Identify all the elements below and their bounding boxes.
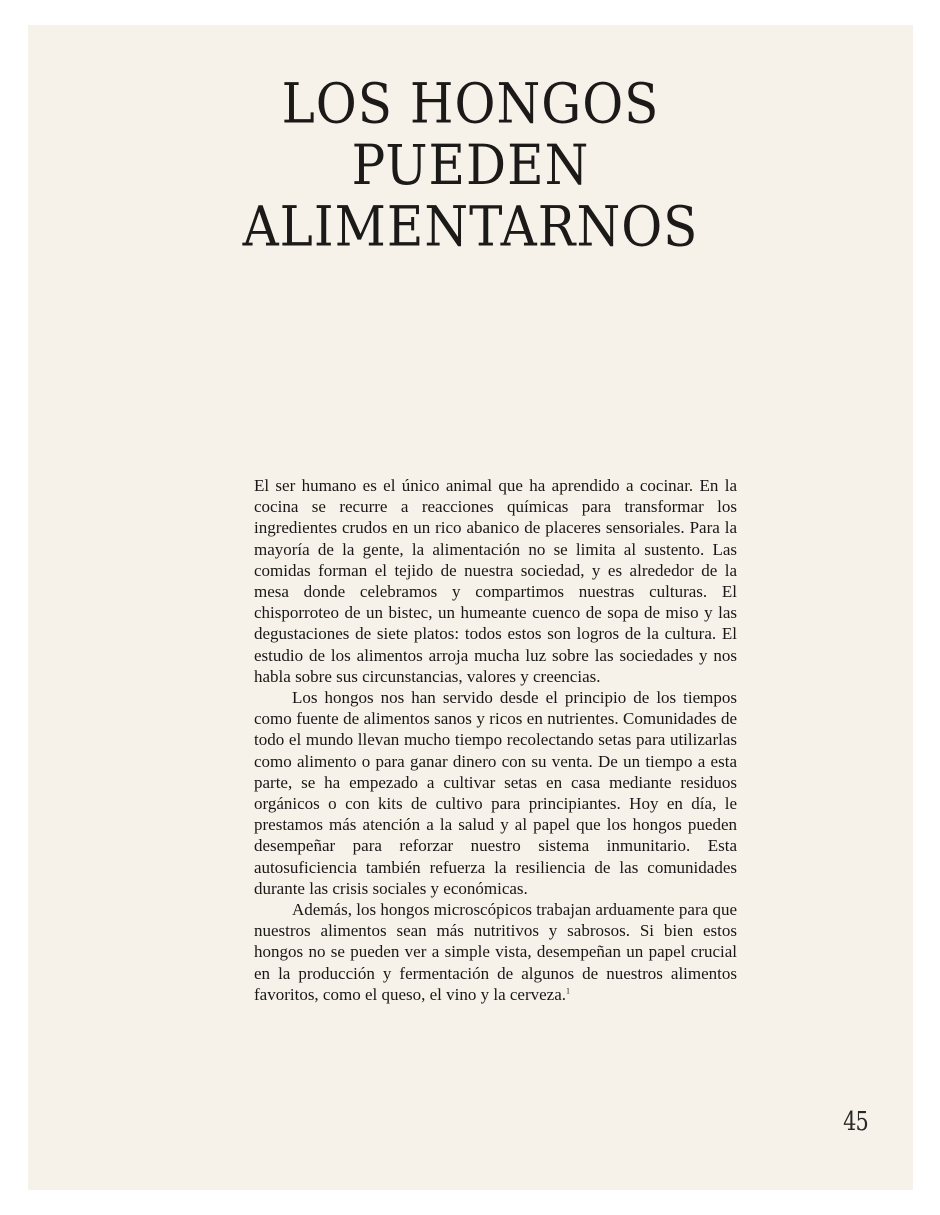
paragraph-3	[254, 899, 737, 1005]
footnote-marker: 1	[566, 986, 571, 996]
book-page	[28, 25, 913, 1190]
page-number: 45	[843, 1107, 868, 1137]
paragraph-1: El ser humano es el único animal que ha aprendido a cocinar. En la cocina se recurre a reacciones químicas para transformar los ingredientes crudos en un rico abanico de placeres sensoriales. Para la mayoría de la gente, la alimentación no se limita al sustento. Las comidas forman el tejido de nuestra sociedad, y es alrededor de la mesa donde celebramos y compartimos nuestras culturas. El chisporroteo de un bistec, un humeante cuenco de sopa de miso y las degustaciones de siete platos: todos estos son logros de la cultura. El estudio de los alimentos arroja mucha luz sobre las sociedades y nos habla sobre sus circunstancias, valores y creencias.	[254, 476, 737, 686]
title-line-3: ALIMENTARNOS	[242, 195, 699, 259]
body-text	[254, 475, 737, 1005]
title-line-2: PUEDEN	[351, 133, 590, 198]
title-line-1: LOS HONGOS	[281, 71, 660, 136]
chapter-title	[28, 73, 913, 258]
paragraph-3-text: Además, los hongos microscópicos trabajan arduamente para que nuestros alimentos sean más nutritivos y sabrosos. Si bien estos hongos no se pueden ver a simple vista, desempeñan un papel crucial en la producción y fermentación de algunos de nuestros alimentos favoritos, como el queso, el vino y la cerveza.	[254, 900, 737, 1004]
paragraph-2: Los hongos nos han servido desde el principio de los tiempos como fuente de alimentos sanos y ricos en nutrientes. Comunidades de todo el mundo llevan mucho tiempo recolectando setas para utilizarlas como alimento o para ganar dinero con su venta. De un tiempo a esta parte, se ha empezado a cultivar setas en casa mediante residuos orgánicos o con kits de cultivo para principiantes. Hoy en día, le prestamos más atención a la salud y al papel que los hongos pueden desempeñar para reforzar nuestro sistema inmunitario. Esta autosuficiencia también refuerza la resiliencia de las comunidades durante las crisis sociales y económicas.	[254, 688, 737, 898]
